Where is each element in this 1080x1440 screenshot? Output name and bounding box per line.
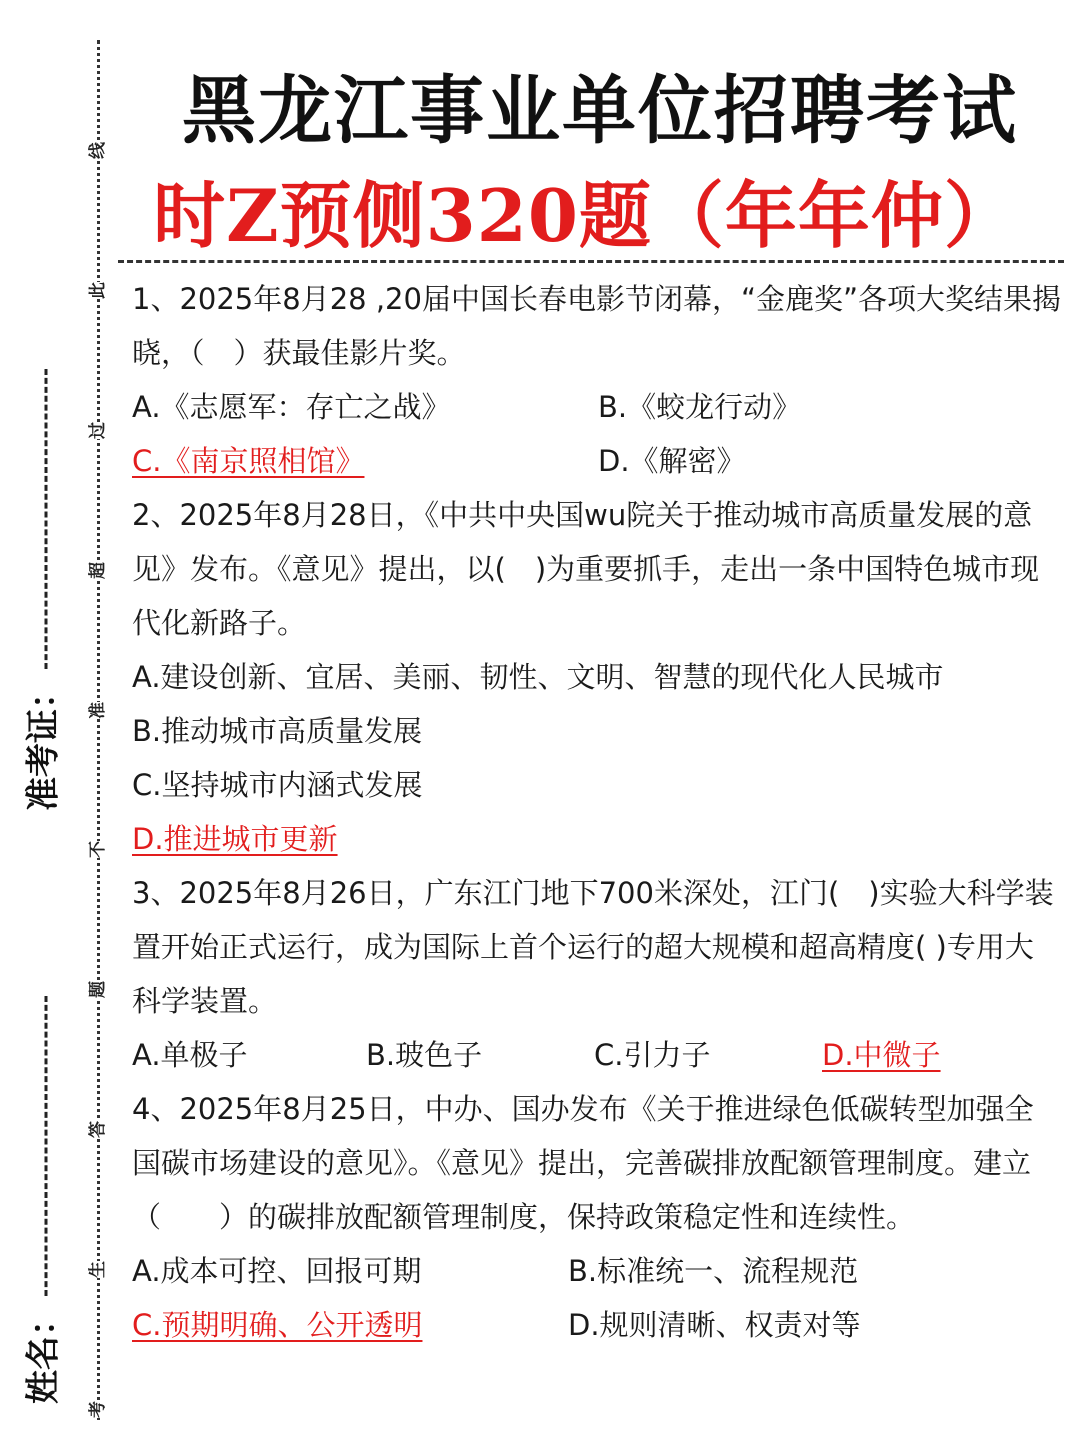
option-c: C.引力子 [594, 1038, 711, 1072]
binding-seal-words [84, 140, 112, 1420]
option-a: A.建设创新、宜居、美丽、韧性、文明、智慧的现代化人民城市 [132, 660, 944, 694]
question-2 [132, 488, 1062, 866]
binding-word: 考 [87, 1400, 108, 1418]
option-row [132, 380, 1062, 434]
exam-id-label: 准考证： [23, 675, 64, 811]
binding-word: 此 [87, 281, 108, 299]
option-b: B.标准统一、流程规范 [568, 1254, 859, 1288]
question-list [132, 272, 1062, 1352]
page-subtitle: 时Z预侧320题（年年仲） [153, 173, 1017, 258]
option-a: A.成本可控、回报可期 [132, 1254, 422, 1288]
option-d: D.规则清晰、权责对等 [568, 1308, 861, 1342]
binding-word: 过 [87, 421, 108, 439]
binding-word: 不 [87, 841, 108, 859]
name-label: 姓名： [23, 1302, 64, 1404]
question-stem: 1、2025年8月28 ,20届中国长春电影节闭幕，“金鹿奖”各项大奖结果揭晓，（ ）获最佳影片奖。 [132, 282, 1061, 370]
option-c: C.《南京照相馆》 [132, 444, 365, 478]
option-c: C.坚持城市内涵式发展 [132, 768, 423, 802]
exam-id-blank[interactable] [45, 369, 48, 669]
option-d: D.中微子 [822, 1038, 941, 1072]
option-a: A.单极子 [132, 1038, 248, 1072]
binding-word: 答 [87, 1121, 108, 1139]
option-d: D.推进城市更新 [132, 822, 338, 856]
option-row [132, 1028, 1062, 1082]
question-stem: 2、2025年8月28日，《中共中央国wu院关于推动城市高质量发展的意见》发布。《意见》提出，以( )为重要抓手，走出一条中国特色城市现代化新路子。 [132, 498, 1040, 640]
option-b: B.《蛟龙行动》 [598, 390, 802, 424]
option-row [132, 1244, 1062, 1298]
option-b: B.玻色子 [366, 1038, 483, 1072]
question-4 [132, 1082, 1062, 1352]
option-a: A.《志愿军：存亡之战》 [132, 390, 451, 424]
question-stem: 3、2025年8月26日，广东江门地下700米深处，江门( )实验大科学装置开始正式运行，成为国际上首个运行的超大规模和超高精度( )专用大科学装置。 [132, 876, 1054, 1018]
binding-word: 题 [87, 981, 108, 999]
option-b: B.推动城市高质量发展 [132, 714, 423, 748]
question-1 [132, 272, 1062, 488]
binding-word: 准 [87, 701, 108, 719]
question-stem: 4、2025年8月25日，中办、国办发布《关于推进绿色低碳转型加强全国碳市场建设的意见》。《意见》提出，完善碳排放配额管理制度。建立（ ）的碳排放配额管理制度，保持政策稳定性和连续性。 [132, 1092, 1034, 1234]
question-3 [132, 866, 1062, 1082]
option-d: D.《解密》 [598, 444, 746, 478]
binding-word: 超 [87, 561, 108, 579]
page-title: 黑龙江事业单位招聘考试 [182, 68, 1018, 154]
binding-word: 线 [87, 142, 108, 159]
name-blank[interactable] [45, 996, 48, 1296]
option-row [132, 434, 1062, 488]
header-divider [118, 260, 1064, 263]
binding-word: 生 [87, 1261, 108, 1278]
option-row [132, 1298, 1062, 1352]
option-c: C.预期明确、公开透明 [132, 1308, 423, 1342]
